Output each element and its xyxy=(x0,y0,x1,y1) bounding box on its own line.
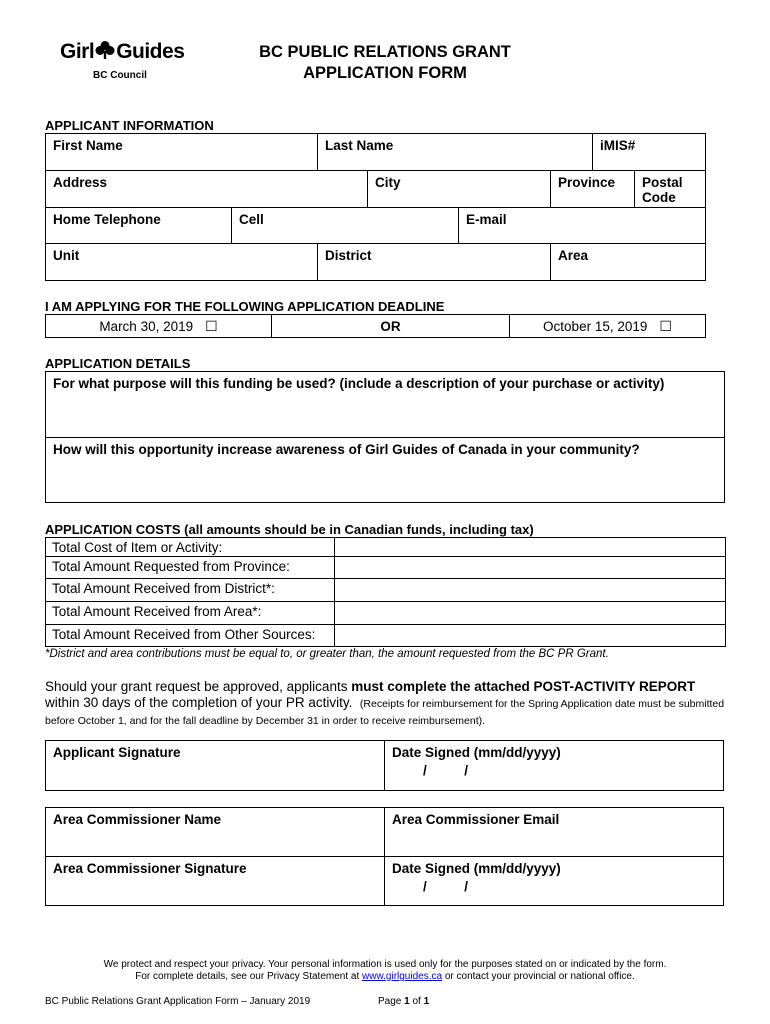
privacy-statement xyxy=(60,959,710,983)
checkbox-march[interactable]: ☐ xyxy=(205,317,218,334)
costs-table xyxy=(45,537,726,647)
deadline-or: OR xyxy=(272,315,510,338)
cost-row-label: Total Amount Received from Other Sources: xyxy=(46,625,335,647)
deadline-march-label: March 30, 2019 xyxy=(99,318,194,334)
page-total: 1 xyxy=(423,996,430,1007)
privacy-text: For complete details, see our Privacy Statement at xyxy=(135,971,363,982)
details-table xyxy=(45,371,725,503)
address-label: Address xyxy=(53,175,108,190)
notice-emphasis: must complete the attached POST-ACTIVITY REPORT xyxy=(351,679,696,694)
address-field[interactable] xyxy=(46,171,368,208)
girlguides-link[interactable]: www.girlguides.ca xyxy=(362,971,443,982)
commissioner-email-field[interactable] xyxy=(385,808,724,857)
details-heading: APPLICATION DETAILS xyxy=(45,356,191,371)
deadline-option-october[interactable] xyxy=(510,315,706,338)
commissioner-signature-field[interactable] xyxy=(46,857,385,906)
cost-district-input[interactable] xyxy=(335,579,726,602)
deadline-option-march[interactable] xyxy=(46,315,272,338)
date-signed-label: Date Signed (mm/dd/yyyy) xyxy=(392,745,561,760)
commissioner-date-field[interactable] xyxy=(385,857,724,906)
page-of: of xyxy=(409,996,424,1007)
deadline-heading: I AM APPLYING FOR THE FOLLOWING APPLICATION DEADLINE xyxy=(45,299,445,314)
province-field[interactable] xyxy=(551,171,635,208)
privacy-line1: We protect and respect your privacy. Your personal information is used only for the purposes stated on or indicated by the form. xyxy=(103,959,667,970)
form-title-line1: BC PUBLIC RELATIONS GRANT xyxy=(259,43,511,61)
logo-text-left: Girl xyxy=(60,40,95,63)
district-area-note: *District and area contributions must be equal to, or greater than, the amount requested from the BC PR Grant. xyxy=(45,648,609,660)
email-field[interactable] xyxy=(459,208,706,244)
postal-code-field[interactable] xyxy=(635,171,706,208)
cost-row-label: Total Amount Received from District*: xyxy=(46,579,335,602)
footer-page-number xyxy=(378,996,429,1007)
trefoil-icon xyxy=(95,40,115,60)
awareness-question: How will this opportunity increase awareness of Girl Guides of Canada in your community? xyxy=(53,442,640,457)
privacy-text-2: or contact your provincial or national office. xyxy=(442,971,635,982)
notice-text: Should your grant request be approved, applicants xyxy=(45,679,352,694)
costs-heading: APPLICATION COSTS (all amounts should be in Canadian funds, including tax) xyxy=(45,522,534,537)
district-label: District xyxy=(325,248,372,263)
page-num: 1 xyxy=(404,996,410,1007)
unit-field[interactable] xyxy=(46,244,318,281)
cost-other-input[interactable] xyxy=(335,625,726,647)
privacy-line2 xyxy=(60,971,710,983)
imis-field[interactable] xyxy=(593,134,706,171)
applicant-info-heading: APPLICANT INFORMATION xyxy=(45,118,214,133)
cost-total-input[interactable] xyxy=(335,538,726,557)
purpose-field[interactable] xyxy=(46,372,725,438)
first-name-label: First Name xyxy=(53,138,123,153)
home-telephone-label: Home Telephone xyxy=(53,212,161,227)
cell-label: Cell xyxy=(239,212,264,227)
logo-text-right: Guides xyxy=(116,40,185,63)
area-label: Area xyxy=(558,248,589,263)
cost-province-input[interactable] xyxy=(335,557,726,579)
district-field[interactable] xyxy=(318,244,551,281)
commissioner-name-field[interactable] xyxy=(46,808,385,857)
last-name-field[interactable] xyxy=(318,134,593,171)
commissioner-name-label: Area Commissioner Name xyxy=(53,812,222,827)
home-telephone-field[interactable] xyxy=(46,208,232,244)
commissioner-date-slashes: / / xyxy=(423,879,469,894)
notice-text-2: within 30 days of the completion of your PR activity. xyxy=(45,695,353,710)
email-label: E-mail xyxy=(466,212,507,227)
deadline-table xyxy=(45,314,706,338)
deadline-october-label: October 15, 2019 xyxy=(543,318,648,334)
cost-row-label: Total Amount Requested from Province: xyxy=(46,557,335,579)
commissioner-date-label: Date Signed (mm/dd/yyyy) xyxy=(392,861,561,876)
city-label: City xyxy=(375,175,401,190)
commissioner-email-label: Area Commissioner Email xyxy=(392,812,560,827)
cost-area-input[interactable] xyxy=(335,602,726,625)
applicant-signature-field[interactable] xyxy=(46,741,385,791)
applicant-info-table xyxy=(45,133,706,281)
first-name-field[interactable] xyxy=(46,134,318,171)
imis-label: iMIS# xyxy=(600,138,636,153)
unit-label: Unit xyxy=(53,248,80,263)
province-label: Province xyxy=(558,175,616,190)
purpose-question: For what purpose will this funding be used? (include a description of your purchase or activity) xyxy=(53,376,665,391)
awareness-field[interactable] xyxy=(46,438,725,503)
cost-row-label: Total Cost of Item or Activity: xyxy=(46,538,335,557)
last-name-label: Last Name xyxy=(325,138,394,153)
commissioner-signature-label: Area Commissioner Signature xyxy=(53,861,247,876)
commissioner-table xyxy=(45,807,724,906)
form-title-line2: APPLICATION FORM xyxy=(303,64,467,82)
area-field[interactable] xyxy=(551,244,706,281)
city-field[interactable] xyxy=(368,171,551,208)
cell-field[interactable] xyxy=(232,208,459,244)
applicant-signature-table xyxy=(45,740,724,791)
form-title xyxy=(200,42,570,84)
footer-form-name: BC Public Relations Grant Application Form – January 2019 xyxy=(45,996,311,1007)
postal-code-label: Postal Code xyxy=(642,175,683,205)
applicant-signature-label: Applicant Signature xyxy=(53,745,181,760)
post-activity-notice xyxy=(45,679,725,729)
checkbox-october[interactable]: ☐ xyxy=(659,317,672,334)
logo-subtitle: BC Council xyxy=(93,70,147,81)
date-slashes: / / xyxy=(423,763,469,778)
applicant-date-field[interactable] xyxy=(385,741,724,791)
cost-row-label: Total Amount Received from Area*: xyxy=(46,602,335,625)
notice-receipts: (Receipts for reimbursement for the Spring Application date must be submitted before October 1, and for the fall deadline by December 31 in order to receive reimbursement). xyxy=(45,698,725,727)
page-prefix: Page xyxy=(378,996,405,1007)
girl-guides-logo xyxy=(60,38,190,88)
